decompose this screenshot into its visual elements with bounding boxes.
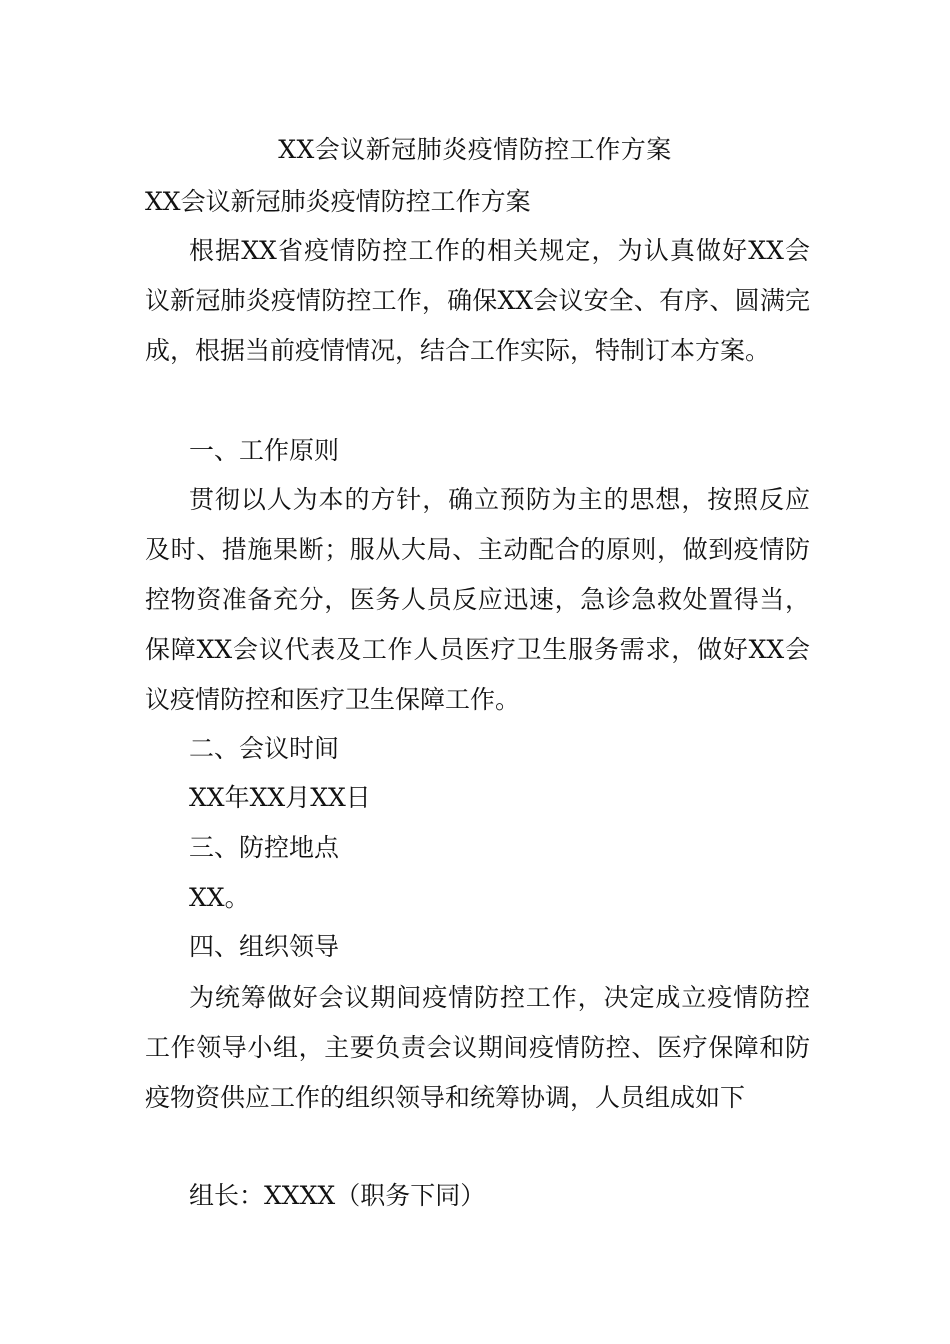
document-subtitle: XX会议新冠肺炎疫情防控工作方案 [145,187,531,216]
section-heading-leadership: 四、组织领导 [189,932,340,961]
meeting-time-text: XX年XX月XX日 [189,783,371,812]
principles-paragraph: 贯彻以人为本的方针，确立预防为主的思想，按照反应及时、措施果断；服从大局、主动配合的原则，做到疫情防控物资准备充分，医务人员反应迅速，急诊急救处置得当，保障XX会议代表及工作人员医疗卫生服务需求，做好XX会议疫情防控和医疗卫生保障工作。 [145,485,810,714]
leadership-paragraph: 为统筹做好会议期间疫情防控工作，决定成立疫情防控工作领导小组，主要负责会议期间疫情防控、医疗保障和防疫物资供应工作的组织领导和统筹协调，人员组成如下 [145,983,810,1112]
intro-paragraph: 根据XX省疫情防控工作的相关规定，为认真做好XX会议新冠肺炎疫情防控工作，确保XX会议安全、有序、圆满完成，根据当前疫情情况，结合工作实际，特制订本方案。 [145,236,810,365]
document-title: XX会议新冠肺炎疫情防控工作方案 [278,135,672,164]
section-heading-meeting-time: 二、会议时间 [189,734,340,763]
section-heading-principles: 一、工作原则 [189,436,340,465]
location-text: XX。 [189,883,250,912]
section-heading-location: 三、防控地点 [189,833,340,862]
leader-line: 组长：XXXX（职务下同） [189,1181,486,1210]
